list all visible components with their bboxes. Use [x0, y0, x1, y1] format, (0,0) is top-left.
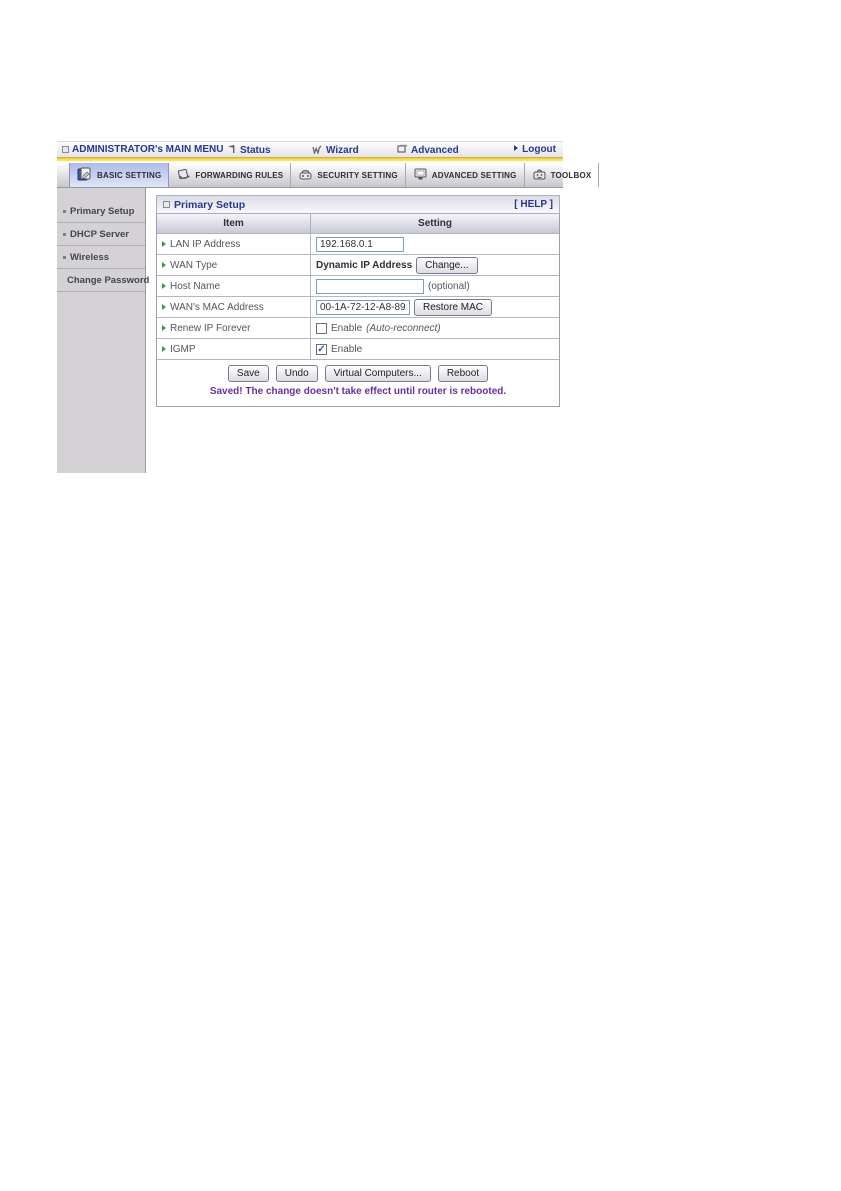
- menu-item-advanced[interactable]: [397, 144, 459, 157]
- tab-basic-setting[interactable]: [69, 163, 169, 187]
- sidebar-item-change-password[interactable]: [57, 269, 150, 292]
- sidebar-item-wireless[interactable]: [57, 246, 145, 269]
- saved-status-message: Saved! The change doesn't take effect until router is rebooted.: [209, 386, 507, 397]
- main-menu-title-group: [62, 144, 223, 155]
- status-icon: [227, 144, 237, 157]
- tab-advanced-setting[interactable]: [406, 163, 525, 187]
- tab-security-setting-label: SECURITY SETTING: [317, 170, 398, 180]
- gold-divider-stripe: [57, 157, 563, 162]
- advanced-setting-icon: [413, 168, 428, 183]
- row-label-text: WAN's MAC Address: [170, 301, 264, 313]
- sidebar-item-label: Primary Setup: [70, 205, 135, 217]
- tab-advanced-setting-label: ADVANCED SETTING: [431, 170, 517, 180]
- row-label-text: IGMP: [170, 343, 196, 355]
- tab-forwarding-rules[interactable]: [169, 163, 291, 187]
- logout-arrow-icon: [513, 144, 519, 155]
- row-setting-wan-mac: [311, 297, 559, 317]
- renew-ip-note: (Auto-reconnect): [366, 322, 441, 334]
- panel-footer: [157, 359, 559, 406]
- menu-square-icon: [62, 146, 69, 153]
- bullet-icon: [63, 233, 66, 236]
- table-row: [157, 233, 559, 254]
- row-label-host-name: [157, 276, 311, 296]
- row-label-wan-mac: [157, 297, 311, 317]
- wan-type-value: Dynamic IP Address: [316, 259, 413, 271]
- router-admin-app: [57, 141, 592, 473]
- renew-ip-checkbox[interactable]: [316, 323, 327, 334]
- help-link[interactable]: [ HELP ]: [514, 199, 553, 210]
- menu-item-wizard[interactable]: [312, 144, 359, 157]
- row-arrow-icon: [162, 262, 166, 268]
- row-arrow-icon: [162, 346, 166, 352]
- tab-forwarding-rules-label: FORWARDING RULES: [195, 170, 284, 180]
- host-name-input[interactable]: [316, 279, 424, 294]
- save-button[interactable]: Save: [228, 365, 269, 382]
- row-label-text: Renew IP Forever: [170, 322, 251, 334]
- menu-item-status-label: Status: [240, 145, 271, 156]
- bullet-icon: [63, 256, 66, 259]
- sidebar-nav: [57, 188, 150, 473]
- row-label-text: Host Name: [170, 280, 221, 292]
- top-menu-bar: [57, 141, 563, 157]
- row-setting-renew-ip: [311, 318, 559, 338]
- sidebar-item-primary-setup[interactable]: [57, 200, 145, 223]
- tab-toolbox-label: TOOLBOX: [550, 170, 592, 180]
- toolbox-icon: [532, 168, 547, 183]
- panel-header: [156, 195, 560, 214]
- tab-basic-setting-label: BASIC SETTING: [97, 170, 162, 180]
- host-name-optional-note: (optional): [428, 280, 470, 292]
- row-label-text: LAN IP Address: [170, 238, 241, 250]
- column-header-setting: Setting: [418, 218, 452, 229]
- sidebar-item-label: Wireless: [70, 251, 109, 263]
- menu-item-status[interactable]: [227, 144, 271, 157]
- basic-setting-icon: [77, 167, 93, 183]
- row-arrow-icon: [162, 283, 166, 289]
- menu-item-advanced-label: Advanced: [411, 145, 459, 156]
- row-label-renew-ip: [157, 318, 311, 338]
- menu-item-wizard-label: Wizard: [326, 145, 359, 156]
- virtual-computers-button[interactable]: Virtual Computers...: [325, 365, 431, 382]
- main-menu-title: ADMINISTRATOR's MAIN MENU: [72, 144, 224, 155]
- row-setting-igmp: [311, 339, 559, 359]
- security-setting-icon: [298, 168, 313, 183]
- column-header-item: Item: [157, 214, 311, 233]
- row-arrow-icon: [162, 325, 166, 331]
- igmp-checkbox[interactable]: [316, 344, 327, 355]
- forwarding-rules-icon: [176, 167, 191, 183]
- primary-setup-panel: [156, 195, 560, 407]
- menu-item-logout-label: Logout: [522, 144, 556, 155]
- reboot-button[interactable]: Reboot: [438, 365, 488, 382]
- table-row: [157, 317, 559, 338]
- undo-button[interactable]: Undo: [276, 365, 318, 382]
- table-header-row: [157, 214, 559, 233]
- wizard-icon: [312, 144, 323, 157]
- tab-security-setting[interactable]: [291, 163, 405, 187]
- menu-item-logout[interactable]: [513, 144, 556, 155]
- change-wan-type-button[interactable]: Change...: [416, 257, 477, 274]
- row-setting-lan-ip: [311, 234, 559, 254]
- sidebar-item-label: Change Password: [67, 274, 150, 286]
- row-arrow-icon: [162, 304, 166, 310]
- row-label-igmp: [157, 339, 311, 359]
- table-row: [157, 338, 559, 359]
- settings-table: [156, 214, 560, 407]
- row-label-text: WAN Type: [170, 259, 218, 271]
- sidebar-item-dhcp-server[interactable]: [57, 223, 145, 246]
- sidebar-item-label: DHCP Server: [70, 228, 129, 240]
- table-row: [157, 254, 559, 275]
- row-label-lan-ip: [157, 234, 311, 254]
- action-button-row: [157, 365, 559, 382]
- row-setting-wan-type: [311, 255, 559, 275]
- row-label-wan-type: [157, 255, 311, 275]
- row-arrow-icon: [162, 241, 166, 247]
- lan-ip-input[interactable]: [316, 237, 404, 252]
- igmp-enable-label: Enable: [331, 343, 363, 355]
- table-row: [157, 296, 559, 317]
- panel-square-icon: [163, 201, 170, 208]
- section-tab-bar: [57, 163, 592, 188]
- panel-title: Primary Setup: [174, 198, 246, 211]
- wan-mac-input[interactable]: [316, 300, 410, 315]
- row-setting-host-name: [311, 276, 559, 296]
- advanced-icon: [397, 144, 408, 157]
- bullet-icon: [63, 210, 66, 213]
- tab-toolbox[interactable]: [525, 163, 600, 187]
- restore-mac-button[interactable]: Restore MAC: [414, 299, 492, 316]
- table-row: [157, 275, 559, 296]
- renew-ip-enable-label: Enable: [331, 322, 363, 334]
